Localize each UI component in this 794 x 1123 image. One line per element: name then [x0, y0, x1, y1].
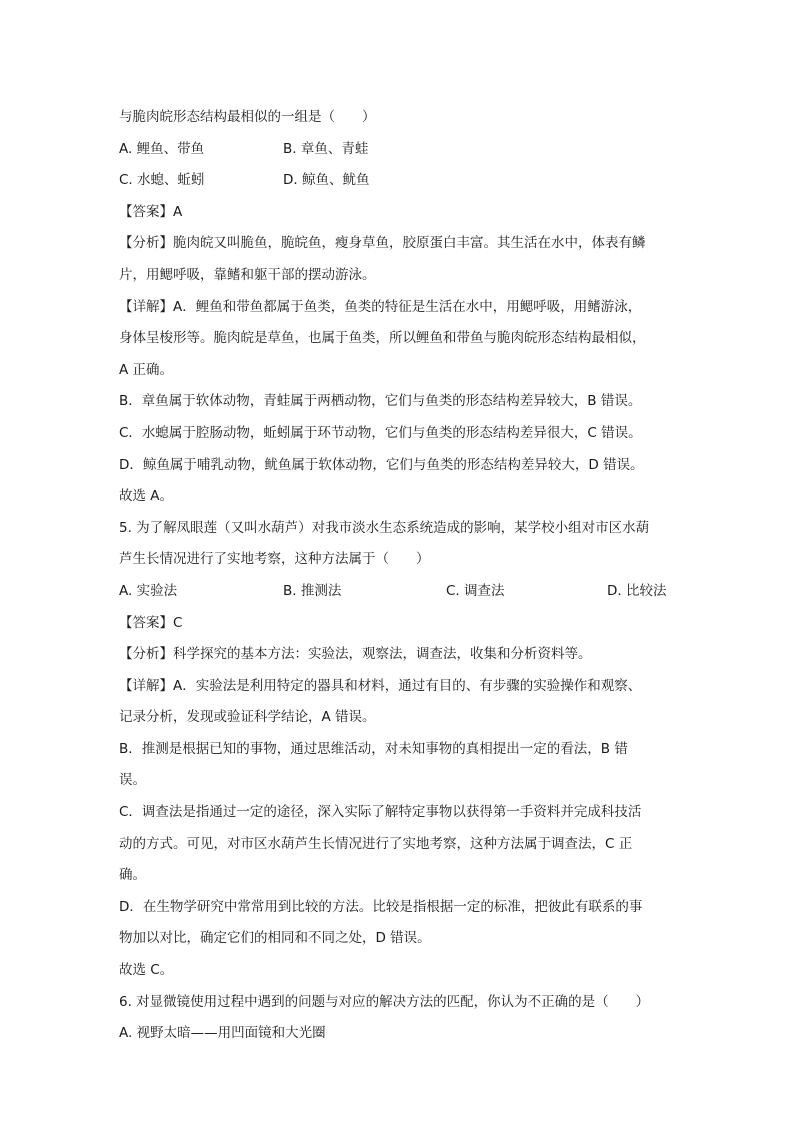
- q6-stem: 6. 对显微镜使用过程中遇到的问题与对应的解决方法的匹配，你认为不正确的是（ ）: [119, 993, 650, 1010]
- q4-options-row-2: [119, 165, 679, 197]
- q4-analysis-line-1: 【分析】脆肉皖又叫脆鱼，脆皖鱼，瘦身草鱼，胶原蛋白丰富。其生活在水中，体表有鳞: [119, 235, 646, 252]
- q4-detail-line-2: 身体呈梭形等。脆肉皖是草鱼，也属于鱼类，所以鲤鱼和带鱼与脆肉皖形态结构最相似，: [119, 330, 646, 347]
- q5-option-b: B. 推测法: [283, 582, 342, 599]
- q5-option-c: C. 调查法: [446, 582, 505, 599]
- q4-stem: 与脆肉皖形态结构最相似的一组是（ ）: [119, 109, 376, 125]
- q5-detail-line-3: B．推测是根据已知的事物，通过思维活动，对未知事物的真相提出一定的看法，B 错: [119, 740, 628, 757]
- q4-option-a: A. 鲤鱼、带鱼: [119, 140, 205, 157]
- q5-stem-line-2: 芦生长情况进行了实地考察，这种方法属于（ ）: [119, 551, 430, 568]
- q5-detail-line-7: 确。: [119, 867, 146, 884]
- q5-analysis: 【分析】科学探究的基本方法：实验法，观察法，调查法，收集和分析资料等。: [119, 646, 592, 663]
- q4-conclusion: 故选 A。: [119, 488, 174, 505]
- q5-option-a: A. 实验法: [119, 582, 178, 599]
- q5-detail-line-5: C．调查法是指通过一定的途径，深入实际了解特定事物以获得第一手资料并完成科技活: [119, 804, 642, 821]
- q4-detail-line-3: A 正确。: [119, 361, 174, 378]
- document-page: [119, 102, 679, 1050]
- q4-answer: 【答案】A: [119, 203, 183, 220]
- q4-option-d: D. 鲸鱼、鱿鱼: [283, 172, 370, 189]
- q5-option-d: D. 比较法: [607, 582, 667, 599]
- q6-option-a: A. 视野太暗——用凹面镜和大光圈: [119, 1025, 326, 1042]
- q5-detail-line-6: 动的方式。可见，对市区水葫芦生长情况进行了实地考察，这种方法属于调查法，C 正: [119, 835, 633, 852]
- q5-conclusion: 故选 C。: [119, 962, 174, 979]
- q4-detail-line-1: 【详解】A．鲤鱼和带鱼都属于鱼类，鱼类的特征是生活在水中，用鳃呼吸，用鳍游泳，: [119, 298, 642, 315]
- q5-answer: 【答案】C: [119, 614, 183, 631]
- q5-detail-line-2: 记录分析，发现或验证科学结论，A 错误。: [119, 709, 376, 726]
- q4-option-c: C. 水螅、蚯蚓: [119, 172, 205, 189]
- q4-detail-line-6: D．鲸鱼属于哺乳动物，鱿鱼属于软体动物，它们与鱼类的形态结构差异较大，D 错误。: [119, 456, 644, 473]
- q4-detail-line-5: C．水螅属于腔肠动物，蚯蚓属于环节动物，它们与鱼类的形态结构差异很大，C 错误。: [119, 424, 642, 441]
- q5-stem-line-1: 5. 为了解凤眼莲（又叫水葫芦）对我市淡水生态系统造成的影响，某学校小组对市区水葫: [119, 519, 650, 536]
- q5-options-row: [119, 576, 679, 608]
- q4-options-row-1: [119, 134, 679, 166]
- q4-analysis-line-2: 片，用鳃呼吸，靠鳍和躯干部的摆动游泳。: [119, 266, 376, 283]
- q5-detail-line-1: 【详解】A．实验法是利用特定的器具和材料，通过有目的、有步骤的实验操作和观察、: [119, 677, 642, 694]
- q5-detail-line-9: 物加以对比，确定它们的相同和不同之处，D 错误。: [119, 930, 431, 947]
- q5-detail-line-8: D．在生物学研究中常常用到比较的方法。比较是指根据一定的标准，把彼此有联系的事: [119, 898, 643, 915]
- q5-detail-line-4: 误。: [119, 772, 146, 789]
- q4-option-b: B. 章鱼、青蛙: [283, 140, 369, 157]
- q4-detail-line-4: B．章鱼属于软体动物，青蛙属于两栖动物，它们与鱼类的形态结构差异较大，B 错误。: [119, 393, 642, 410]
